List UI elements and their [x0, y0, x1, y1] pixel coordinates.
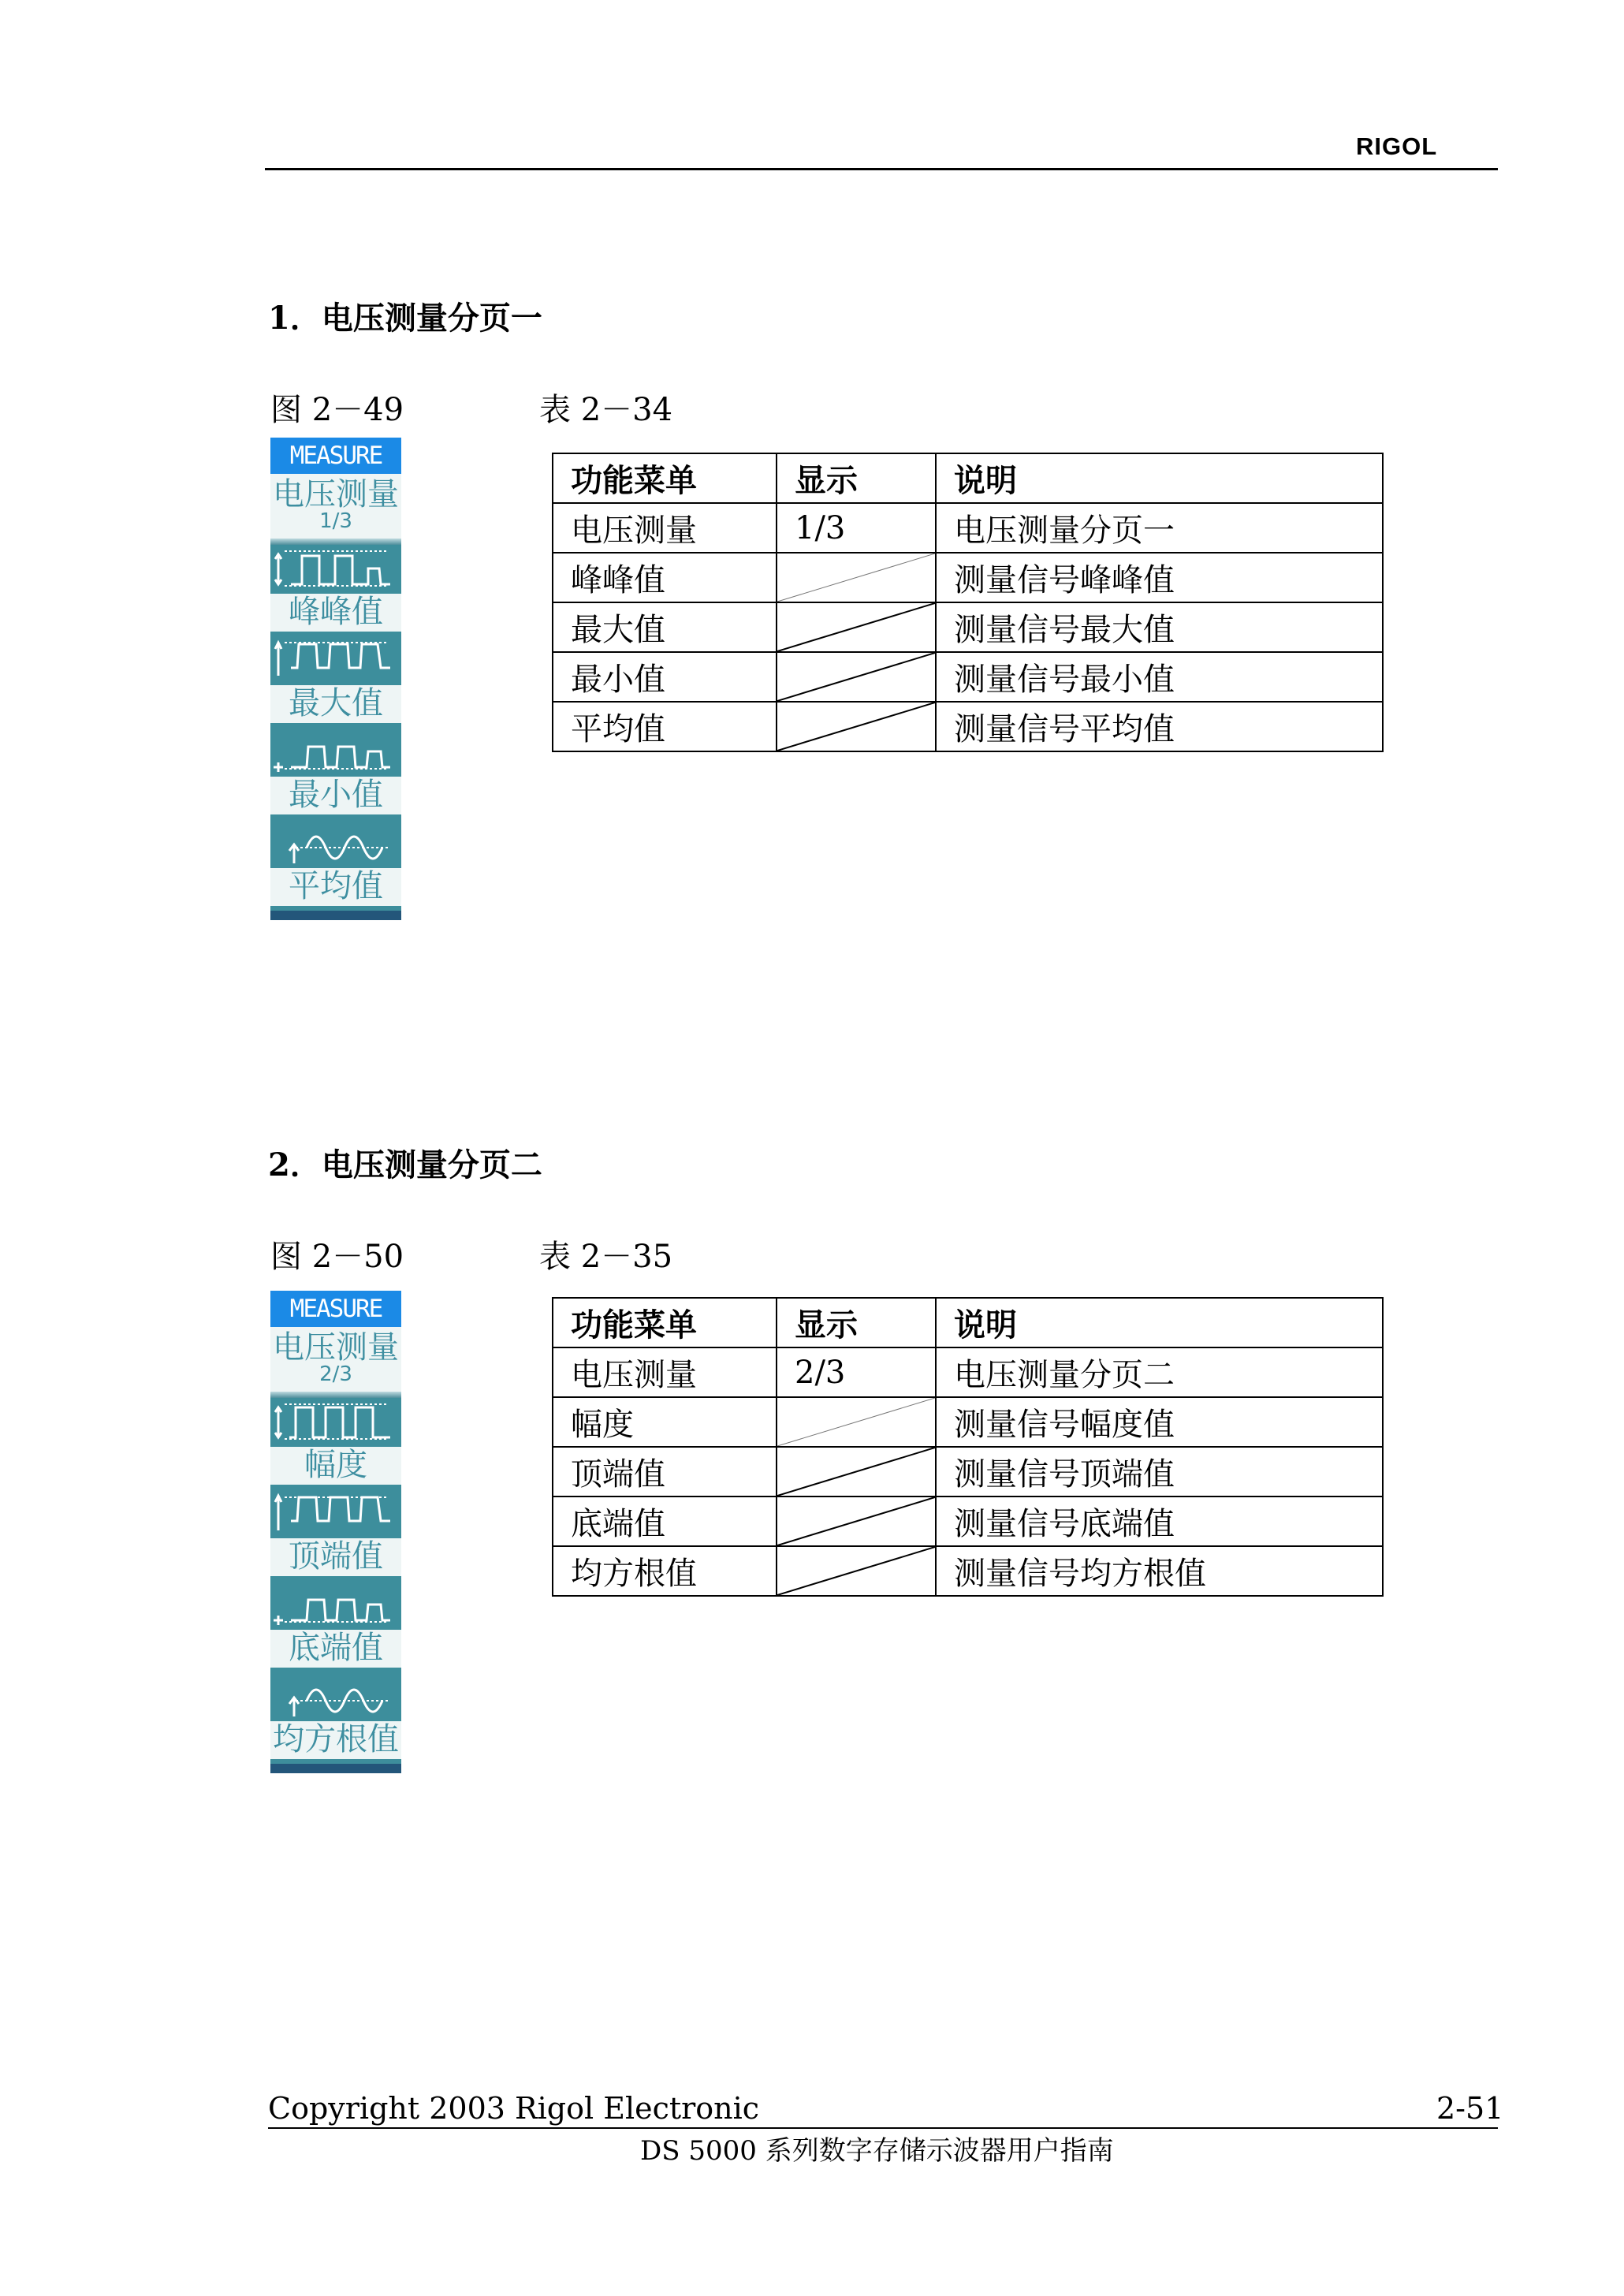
table-cell: 测量信号幅度值: [936, 1397, 1383, 1447]
menu-separator: [270, 1392, 401, 1398]
menu-item-label: 顶端值: [289, 1538, 383, 1575]
table-cell: 峰峰值: [553, 553, 777, 602]
menu-page-title: 电压测量: [273, 476, 399, 512]
menu-item-label: 幅度: [304, 1447, 367, 1483]
menu-item-vmax[interactable]: [270, 636, 401, 728]
table-cell: 平均值: [553, 702, 777, 751]
menu-item-vtop[interactable]: [270, 1489, 401, 1581]
table-cell-blank: [777, 702, 936, 751]
average-waveform-icon: [270, 819, 401, 868]
footer-page-number: 2-51: [1436, 2091, 1504, 2126]
menu-item-vpp[interactable]: [270, 545, 401, 636]
menu-page-voltage[interactable]: [270, 1327, 401, 1392]
function-table-2: [552, 1297, 1384, 1597]
table-cell: 测量信号顶端值: [936, 1447, 1383, 1496]
menu-page-voltage[interactable]: [270, 474, 401, 539]
menu-item-label: 均方根值: [273, 1721, 399, 1757]
brand-logo: RIGOL: [1356, 132, 1438, 160]
header-rule: [265, 168, 1498, 170]
table-row: [553, 602, 1383, 652]
amplitude-waveform-icon: [270, 1398, 401, 1447]
figure-caption-2: 图 2－50: [270, 1239, 404, 1275]
table-row: [553, 553, 1383, 602]
min-waveform-icon: [270, 728, 401, 777]
footer-copyright: Copyright 2003 Rigol Electronic: [268, 2091, 760, 2126]
menu-page-number: 2/3: [319, 1362, 352, 1386]
rms-waveform-icon: [270, 1672, 401, 1721]
table-caption-1: 表 2－34: [539, 392, 673, 428]
menu-item-vbase[interactable]: [270, 1581, 401, 1672]
table-cell-blank: [777, 1447, 936, 1496]
table-cell: 2/3: [777, 1347, 936, 1397]
table-cell: 测量信号平均值: [936, 702, 1383, 751]
menu-item-vmin[interactable]: [270, 728, 401, 819]
table-cell: 最大值: [553, 602, 777, 652]
table-cell-blank: [777, 602, 936, 652]
header-cell: 说明: [936, 453, 1383, 503]
table-header-row: [553, 1298, 1383, 1347]
menu-page-number: 1/3: [319, 509, 352, 533]
peak-to-peak-waveform-icon: [270, 545, 401, 594]
measure-menu-2: [270, 1291, 401, 1773]
header-cell: 功能菜单: [553, 1298, 777, 1347]
menu-item-label: 底端值: [289, 1630, 383, 1666]
table-cell: 测量信号底端值: [936, 1496, 1383, 1546]
table-cell: 电压测量分页二: [936, 1347, 1383, 1397]
table-cell: 1/3: [777, 503, 936, 553]
table-cell-blank: [777, 652, 936, 702]
menu-item-label: 最小值: [289, 777, 383, 813]
table-row: [553, 1447, 1383, 1496]
table-cell: 最小值: [553, 652, 777, 702]
table-cell-blank: [777, 1546, 936, 1596]
table-row: [553, 1496, 1383, 1546]
table-cell-blank: [777, 1397, 936, 1447]
header-cell: 说明: [936, 1298, 1383, 1347]
table-cell: 幅度: [553, 1397, 777, 1447]
table-cell: 测量信号均方根值: [936, 1546, 1383, 1596]
menu-item-label: 最大值: [289, 685, 383, 721]
menu-item-bar: [270, 906, 401, 911]
measure-menu-header: MEASURE: [270, 438, 401, 474]
menu-item-vamp[interactable]: [270, 1398, 401, 1489]
menu-item-label: 平均值: [289, 868, 383, 904]
table-header-row: [553, 453, 1383, 503]
table-cell: 电压测量: [553, 1347, 777, 1397]
header-cell: 功能菜单: [553, 453, 777, 503]
section-title-1: 1．电压测量分页一: [268, 300, 542, 337]
base-waveform-icon: [270, 1581, 401, 1630]
table-cell: 电压测量: [553, 503, 777, 553]
table-row: [553, 1546, 1383, 1596]
table-row: [553, 503, 1383, 553]
table-cell-blank: [777, 553, 936, 602]
measure-menu-1: [270, 438, 401, 920]
table-cell: 底端值: [553, 1496, 777, 1546]
menu-item-label: 峰峰值: [289, 594, 383, 630]
table-cell: 测量信号最小值: [936, 652, 1383, 702]
figure-caption-1: 图 2－49: [270, 392, 404, 428]
table-cell: 测量信号峰峰值: [936, 553, 1383, 602]
table-row: [553, 1347, 1383, 1397]
table-cell: 均方根值: [553, 1546, 777, 1596]
table-cell: 电压测量分页一: [936, 503, 1383, 553]
max-waveform-icon: [270, 636, 401, 685]
table-row: [553, 702, 1383, 751]
measure-menu-header: MEASURE: [270, 1291, 401, 1327]
table-row: [553, 1397, 1383, 1447]
table-cell: 测量信号最大值: [936, 602, 1383, 652]
table-cell: 顶端值: [553, 1447, 777, 1496]
table-caption-2: 表 2－35: [539, 1239, 673, 1275]
header-cell: 显示: [777, 453, 936, 503]
menu-separator: [270, 539, 401, 545]
table-cell-blank: [777, 1496, 936, 1546]
menu-item-vavg[interactable]: [270, 819, 401, 911]
menu-footer: [270, 1764, 401, 1773]
footer-manual-title: DS 5000 系列数字存储示波器用户指南: [640, 2135, 1114, 2167]
menu-item-bar: [270, 1759, 401, 1764]
menu-page-title: 电压测量: [273, 1329, 399, 1366]
menu-item-vrms[interactable]: [270, 1672, 401, 1764]
table-row: [553, 652, 1383, 702]
section-title-2: 2．电压测量分页二: [268, 1146, 542, 1183]
function-table-1: [552, 453, 1384, 752]
top-waveform-icon: [270, 1489, 401, 1538]
header-cell: 显示: [777, 1298, 936, 1347]
menu-footer: [270, 911, 401, 920]
